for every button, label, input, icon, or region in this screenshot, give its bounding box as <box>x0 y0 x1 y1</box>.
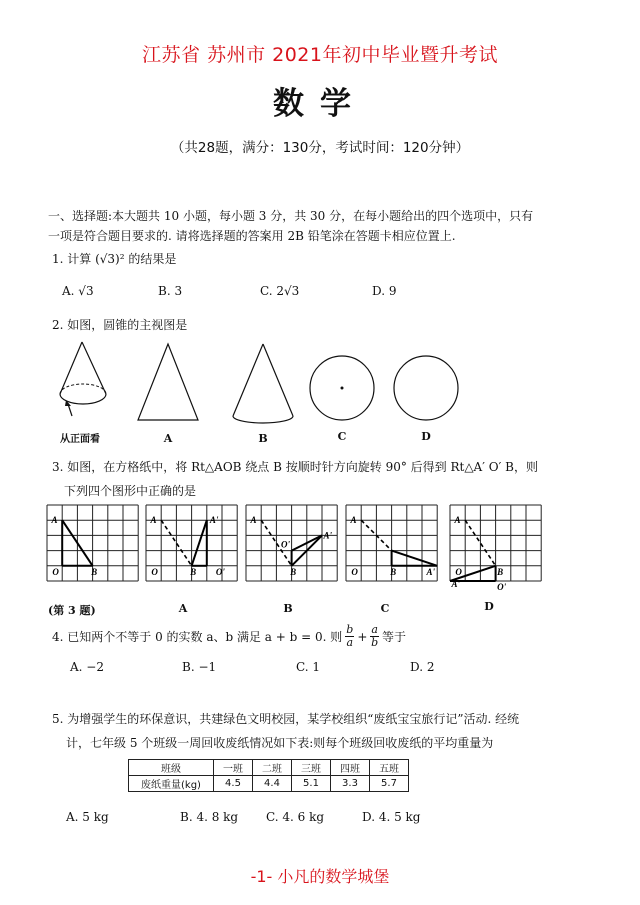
q4-frac2-den: b <box>371 636 379 649</box>
cone-figure <box>60 342 106 416</box>
table-header-cell: 四班 <box>331 760 370 776</box>
q3-label-a: A <box>178 602 188 615</box>
option-a-triangle <box>138 344 198 420</box>
q3-stem-line1: 3. 如图，在方格纸中，将 Rt△AOB 绕点 B 按顺时针方向旋转 90° 后得到 Rt△A′ O′ B，则 <box>52 460 538 474</box>
q4-plus: + <box>357 629 368 644</box>
table-cell: 4.4 <box>253 776 292 792</box>
table-header-cell: 三班 <box>292 760 331 776</box>
q5-data-table <box>128 759 409 792</box>
q4-option-b: B. −1 <box>182 660 217 674</box>
q4-fraction-a-over-b <box>370 624 379 649</box>
point-label-b: B <box>190 566 197 577</box>
q1-option-d: D. 9 <box>372 284 397 298</box>
triangle-edge <box>192 520 207 566</box>
q2-label-d: D <box>421 430 431 443</box>
q1-stem: 1. 计算 (√3)² 的结果是 <box>52 252 177 266</box>
q4-stem <box>52 624 406 649</box>
table-header-cell: 班级 <box>129 760 214 776</box>
option-c-circle-center <box>310 356 374 420</box>
q5-stem-line1: 5. 为增强学生的环保意识，共建绿色文明校园，某学校组织“废纸宝宝旅行记”活动. 经统 <box>52 712 520 726</box>
point-label-o1: O' <box>497 582 507 593</box>
point-label-b: B <box>290 566 297 577</box>
triangle-edge <box>392 551 438 566</box>
table-header-cell: 二班 <box>253 760 292 776</box>
exam-title: 江苏省 苏州市 2021年初中毕业暨升考试 <box>142 44 498 66</box>
q5-stem-line2: 计，七年级 5 个班级一周回收废纸情况如下表:则每个班级回收废纸的平均重量为 <box>66 736 494 750</box>
table-cell: 3.3 <box>331 776 370 792</box>
table-cell: 废纸重量(kg) <box>129 776 214 792</box>
q4-stem-pre: 4. 已知两个不等于 0 的实数 a、b 满足 a + b = 0. 则 <box>52 630 343 644</box>
point-label-a: A <box>150 515 157 526</box>
table-cell: 5.1 <box>292 776 331 792</box>
table-row <box>129 776 409 792</box>
q3-caption: (第 3 题) <box>48 604 96 617</box>
point-label-b: B <box>390 566 397 577</box>
q2-view-label: 从正面看 <box>60 434 100 445</box>
q2-label-c: C <box>337 430 347 443</box>
point-label-a: A <box>350 515 357 526</box>
point-label-b: B <box>91 566 98 577</box>
q4-fraction-b-over-a <box>345 624 354 649</box>
point-label-o: O <box>151 566 158 577</box>
q4-stem-post: 等于 <box>381 630 406 644</box>
table-header-row <box>129 760 409 776</box>
point-label-a: A <box>250 515 257 526</box>
point-label-o: O <box>52 566 59 577</box>
q2-label-b: B <box>258 432 268 445</box>
point-label-a1: A' <box>426 566 436 577</box>
q2-label-a: A <box>163 432 173 445</box>
q3-label-c: C <box>380 602 390 615</box>
q2-figures <box>50 338 470 446</box>
section-intro-line2: 一项是符合题目要求的. 请将选择题的答案用 2B 铅笔涂在答题卡相应位置上. <box>48 229 456 243</box>
q1-option-c: C. 2√3 <box>260 284 300 298</box>
point-label-a1: A' <box>451 579 461 590</box>
q4-option-c: C. 1 <box>296 660 321 674</box>
q3-label-d: D <box>484 600 494 613</box>
option-b-cone-view <box>233 344 293 423</box>
subject-title: 数学 <box>273 86 367 122</box>
table-header-cell: 五班 <box>370 760 409 776</box>
point-label-b: B <box>497 566 504 577</box>
point-label-a1: A' <box>209 515 219 526</box>
q4-option-a: A. −2 <box>70 660 104 674</box>
section-intro-line1: 一、选择题:本大题共 10 小题，每小题 3 分，共 30 分，在每小题给出的四个选项中，只有 <box>48 209 534 223</box>
point-label-o1: O' <box>215 566 225 577</box>
point-label-a: A <box>454 515 461 526</box>
q1-option-b: B. 3 <box>158 284 183 298</box>
q5-option-b: B. 4. 8 kg <box>180 810 239 824</box>
q3-label-b: B <box>283 602 293 615</box>
option-d-circle <box>394 356 458 420</box>
table-header-cell: 一班 <box>214 760 253 776</box>
q3-grid-figures <box>0 500 640 600</box>
page-footer: -1- 小凡的数学城堡 <box>250 867 390 886</box>
q4-frac1-den: a <box>346 636 354 649</box>
point-label-o1: O' <box>280 539 290 550</box>
point-label-a: A <box>51 515 58 526</box>
exam-meta: （共28题，满分：130分，考试时间：120分钟） <box>170 140 470 156</box>
q5-option-a: A. 5 kg <box>66 810 109 824</box>
table-cell: 4.5 <box>214 776 253 792</box>
q1-option-a: A. √3 <box>62 284 94 298</box>
q2-stem: 2. 如图，圆锥的主视图是 <box>52 318 188 332</box>
q4-frac2-num: a <box>371 623 378 636</box>
q5-option-c: C. 4. 6 kg <box>266 810 325 824</box>
point-label-o: O <box>351 566 358 577</box>
table-cell: 5.7 <box>370 776 409 792</box>
q4-frac1-num: b <box>346 623 354 636</box>
point-label-a1: A' <box>323 530 333 541</box>
q5-option-d: D. 4. 5 kg <box>362 810 421 824</box>
point-label-o: O <box>455 566 462 577</box>
q3-stem-line2: 下列四个图形中正确的是 <box>64 484 197 498</box>
q4-option-d: D. 2 <box>410 660 435 674</box>
